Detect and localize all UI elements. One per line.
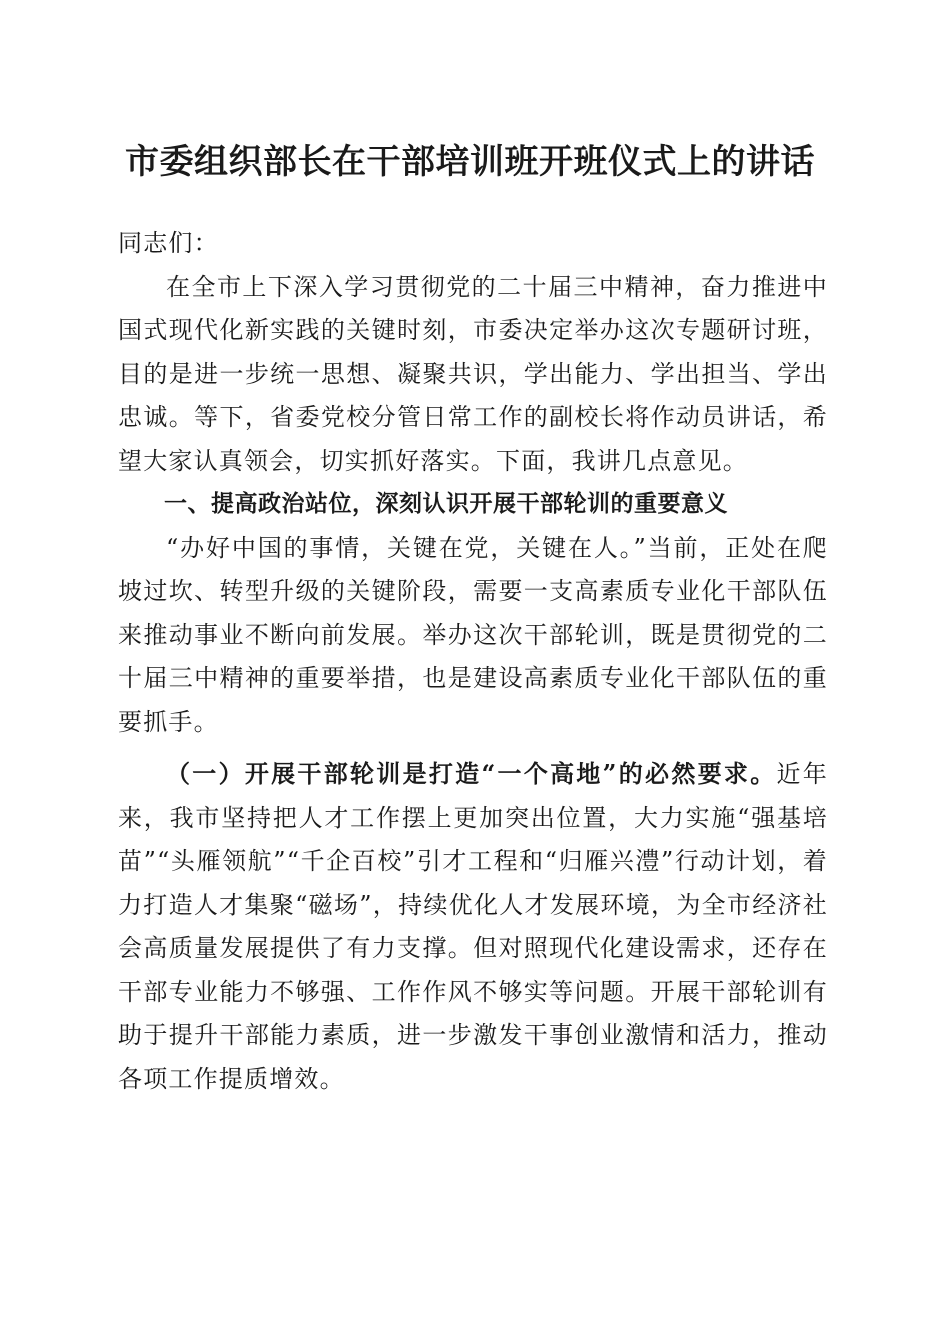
document-page xyxy=(118,140,828,1101)
subsection-1-paragraph xyxy=(118,752,828,1101)
intro-paragraph: 在全市上下深入学习贯彻党的二十届三中精神，奋力推进中国式现代化新实践的关键时刻，市委决定举办这次专题研讨班，目的是进一步统一思想、凝聚共识，学出能力、学出担当、学出忠诚。等下，省委党校分管日常工作的副校长将作动员讲话，希望大家认真领会，切实抓好落实。下面，我讲几点意见。 xyxy=(118,272,828,475)
section-1-paragraph: “办好中国的事情，关键在党，关键在人。”当前，正处在爬坡过坎、转型升级的关键阶段，需要一支高素质专业化干部队伍来推动事业不断向前发展。举办这次干部轮训，既是贯彻党的二十届三中精神的重要举措，也是建设高素质专业化干部队伍的重要抓手。 xyxy=(118,533,828,736)
document-title: 市委组织部长在干部培训班开班仪式上的讲话 xyxy=(125,142,815,182)
greeting: 同志们： xyxy=(118,229,219,257)
section-1-heading: 一、提高政治站位，深刻认识开展干部轮训的重要意义 xyxy=(164,491,728,517)
subsection-1-body: 近年来，我市坚持把人才工作摆上更加突出位置，大力实施“强基培苗”“头雁领航”“千企百校”引才工程和“归雁兴澧”行动计划，着力打造人才集聚“磁场”，持续优化人才发展环境，为全市经济社会高质量发展提供了有力支撑。但对照现代化建设需求，还存在干部专业能力不够强、工作作风不够实等问题。开展干部轮训有助于提升干部能力素质，进一步激发干事创业激情和活力，推动各项工作提质增效。 xyxy=(118,760,828,1093)
subsection-1-heading: （一）开展干部轮训是打造“一个高地”的必然要求。 xyxy=(166,759,777,788)
